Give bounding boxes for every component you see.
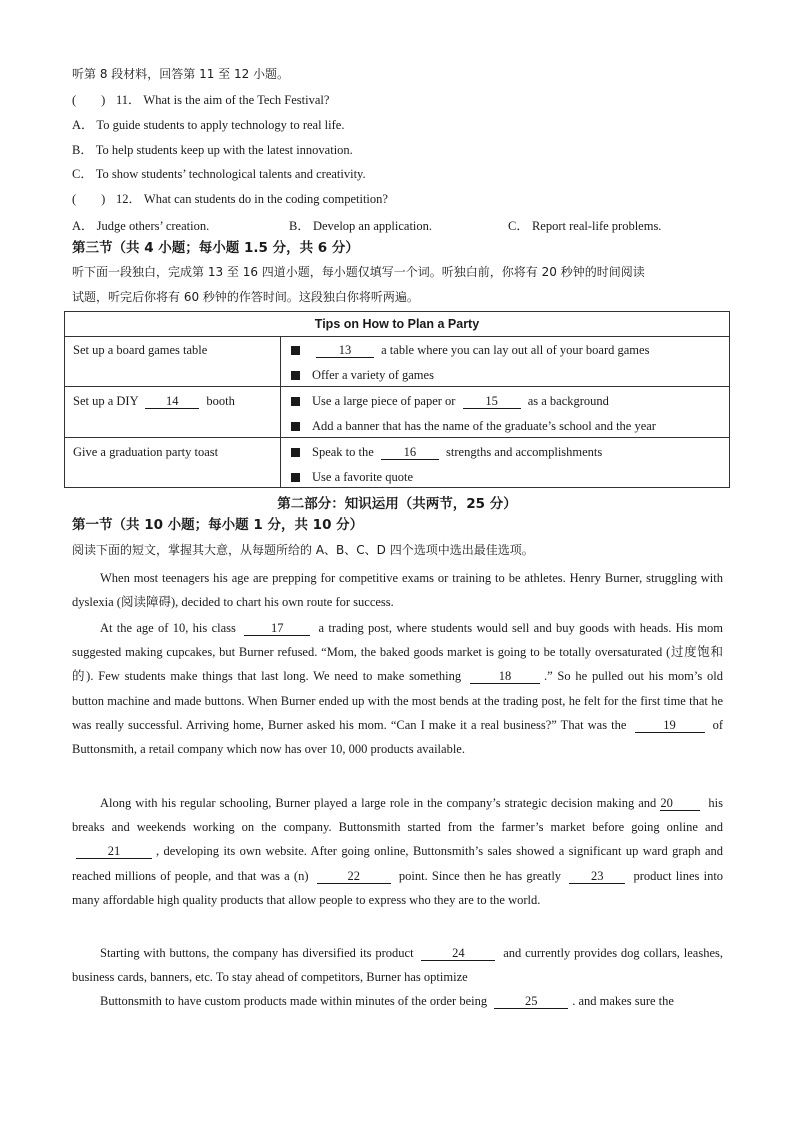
square-bullet-icon xyxy=(291,448,300,457)
blank-19[interactable]: 19 xyxy=(635,718,705,733)
blank-14[interactable]: 14 xyxy=(145,394,199,409)
question-11 xyxy=(72,92,329,108)
q12-option-a[interactable]: A． Judge others’ creation. xyxy=(72,219,210,233)
section-intro: 听第 8 段材料，回答第 11 至 12 小题。 xyxy=(72,67,290,81)
passage-paragraph-2: At the age of 10, his class 17 a trading post, where students would sell and buy goods with heads. His mom suggested making cupcakes, but Burner refused. “Mom, the baked goods market is going to be totally oversaturated (过度饱和的). Few students make things that last long. We need to make something 18 .” So he pulled out his mom’s old button machine and made buttons. When Burner ended up with the most bends at the trading post, he felt for the first time that he was really successful. Arriving home, Burner asked his mom. “Can I make it a real business?” That was the 19 of Buttonsmith, a retail company which now has over 10, 000 products available. xyxy=(72,621,724,757)
blank-16[interactable]: 16 xyxy=(381,445,439,460)
square-bullet-icon xyxy=(291,473,300,482)
blank-18[interactable]: 18 xyxy=(470,669,540,684)
square-bullet-icon xyxy=(291,422,300,431)
square-bullet-icon xyxy=(291,397,300,406)
passage-paragraph-3: Along with his regular schooling, Burner played a large role in the company’s strategic decision making and 20 his breaks and weekends working on the company. Buttonsmith started from the farmer’s market before going online and 21 , developing its own website. After going online, Buttonsmith’s sales showed a significant up ward graph and reached millions of people, and that was a (n) 22 point. Since then he has greatly 23 product lines into many affordable high quality products that allow people to express who they are to the world. xyxy=(72,796,724,907)
tips-table xyxy=(64,311,730,488)
section-3-instruction-line-1: 听下面一段独白，完成第 13 至 16 四道小题，每小题仅填写一个词。听独白前，你将有 20 秒钟的时间阅读 xyxy=(72,265,645,279)
q11-option-b[interactable]: B． To help students keep up with the latest innovation. xyxy=(72,143,353,157)
section-3-heading: 第三节（共 4 小题；每小题 1.5 分，共 6 分） xyxy=(72,240,359,256)
list-item: Offer a variety of games xyxy=(291,368,434,383)
blank-15[interactable]: 15 xyxy=(463,394,521,409)
section-1-instruction: 阅读下面的短文，掌握其大意，从每题所给的 A、B、C、D 四个选项中选出最佳选项。 xyxy=(72,543,534,557)
blank-17[interactable]: 17 xyxy=(244,621,310,636)
blank-24[interactable]: 24 xyxy=(421,946,495,961)
row-label: Give a graduation party toast xyxy=(65,438,281,488)
question-12 xyxy=(72,191,388,207)
blank-20[interactable]: 20 xyxy=(660,796,700,811)
table-row xyxy=(65,387,729,438)
table-row xyxy=(65,438,729,488)
list-item: Speak to the 16 strengths and accomplishments xyxy=(291,445,602,460)
blank-21[interactable]: 21 xyxy=(76,844,152,859)
list-item: Use a favorite quote xyxy=(291,470,413,485)
row-content xyxy=(281,438,729,488)
row-label: Set up a DIY 14 booth xyxy=(65,387,281,437)
table-row xyxy=(65,336,729,387)
passage-paragraph-5: Buttonsmith to have custom products made within minutes of the order being 25 . and makes sure the xyxy=(100,994,674,1008)
square-bullet-icon xyxy=(291,371,300,380)
blank-13[interactable]: 13 xyxy=(316,343,374,358)
q11-option-c[interactable]: C． To show students’ technological talents and creativity. xyxy=(72,167,366,181)
list-item: 13 a table where you can lay out all of your board games xyxy=(291,343,649,358)
blank-23[interactable]: 23 xyxy=(569,869,625,884)
question-text: 12． What can students do in the coding competition? xyxy=(116,192,388,206)
passage-paragraph-4: Starting with buttons, the company has diversified its product 24 and currently provides dog collars, leashes, business cards, banners, etc. To stay ahead of competitors, Burner has optimize xyxy=(72,946,723,985)
q12-option-c[interactable]: C． Report real-life problems. xyxy=(508,219,662,233)
part-2-title: 第二部分：知识运用（共两节，25 分） xyxy=(277,496,517,512)
list-item: Add a banner that has the name of the graduate’s school and the year xyxy=(291,419,656,434)
row-label: Set up a board games table xyxy=(65,336,281,386)
answer-paren[interactable]: ( ) xyxy=(72,93,106,107)
row-content xyxy=(281,336,729,386)
answer-paren[interactable]: ( ) xyxy=(72,192,106,206)
question-text: 11． What is the aim of the Tech Festival? xyxy=(116,93,330,107)
section-1-heading: 第一节（共 10 小题；每小题 1 分，共 10 分） xyxy=(72,517,364,533)
list-item: Use a large piece of paper or 15 as a background xyxy=(291,394,609,409)
row-content xyxy=(281,387,729,437)
table-title: Tips on How to Plan a Party xyxy=(65,312,729,337)
passage-paragraph-1: When most teenagers his age are prepping for competitive exams or training to be athletes. Henry Burner, struggling with dyslexia (阅读障碍), decided to chart his own route for success. xyxy=(72,571,723,610)
square-bullet-icon xyxy=(291,346,300,355)
blank-25[interactable]: 25 xyxy=(494,994,568,1009)
blank-22[interactable]: 22 xyxy=(317,869,391,884)
q11-option-a[interactable]: A． To guide students to apply technology to real life. xyxy=(72,118,345,132)
section-3-instruction-line-2: 试题，听完后你将有 60 秒钟的作答时间。这段独白你将听两遍。 xyxy=(72,290,419,304)
q12-option-b[interactable]: B． Develop an application. xyxy=(289,219,433,233)
